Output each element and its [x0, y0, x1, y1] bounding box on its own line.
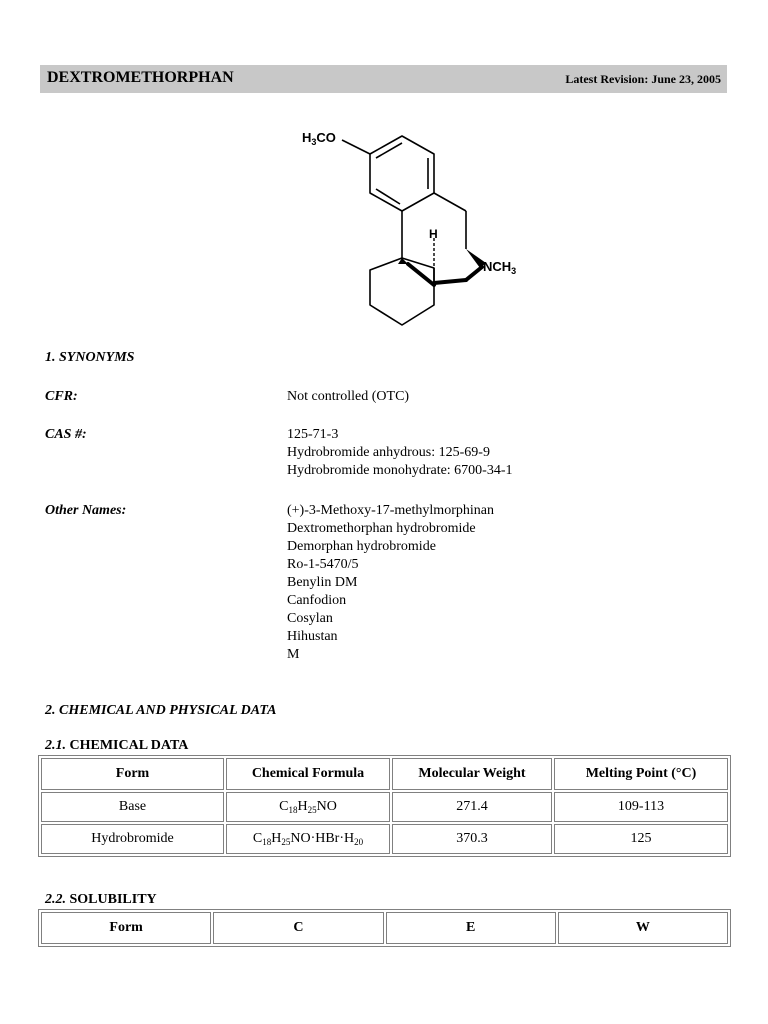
chemical-heading: 2. CHEMICAL AND PHYSICAL DATA — [45, 703, 277, 718]
molecular-weight-cell: 370.3 — [392, 824, 552, 854]
other-names-list — [287, 502, 494, 664]
subsection-number: 2.2. — [45, 892, 66, 907]
form-cell: Hydrobromide — [41, 824, 224, 854]
other-name: M — [287, 647, 300, 662]
melting-point-cell: 109-113 — [554, 792, 728, 822]
column-header: Chemical Formula — [226, 758, 390, 790]
cfr-label: CFR: — [45, 389, 78, 404]
column-header: Form — [41, 912, 211, 944]
other-names-label: Other Names: — [45, 503, 127, 518]
column-header: C — [213, 912, 383, 944]
solubility-table — [38, 909, 731, 947]
table-row — [41, 792, 728, 822]
page-title: DEXTROMETHORPHAN — [47, 69, 234, 86]
other-name: (+)-3-Methoxy-17-methylmorphinan — [287, 503, 494, 518]
column-header: E — [386, 912, 556, 944]
nmethyl-label: $NCH_3$ — [483, 259, 517, 276]
methoxy-label: $H_3CO$ — [302, 130, 336, 147]
molecular-weight-cell: 271.4 — [392, 792, 552, 822]
header-bar — [40, 65, 727, 93]
cas-value: 125-71-3 — [287, 427, 339, 442]
other-name: Ro-1-5470/5 — [287, 557, 359, 572]
other-name: Hihustan — [287, 629, 338, 644]
other-name: Dextromethorphan hydrobromide — [287, 521, 476, 536]
table-header-row — [41, 758, 728, 790]
column-header: W — [558, 912, 728, 944]
table-header-row — [41, 912, 728, 944]
other-name: Canfodion — [287, 593, 347, 608]
melting-point-cell: 125 — [554, 824, 728, 854]
chemical-data-table — [38, 755, 731, 857]
formula-cell: $C_{18}H_{25}NO\cdot HBr\cdot H_{20}$ — [226, 824, 390, 854]
cas-value: Hydrobromide anhydrous: 125-69-9 — [287, 445, 490, 460]
table-row — [41, 824, 728, 854]
cas-label: CAS #: — [45, 427, 87, 442]
column-header: Melting Point (°C) — [554, 758, 728, 790]
other-name: Benylin DM — [287, 575, 358, 590]
form-cell: Base — [41, 792, 224, 822]
subsection-number: 2.1. — [45, 738, 66, 753]
solubility-subheading — [45, 891, 157, 909]
column-header: Form — [41, 758, 224, 790]
cas-values — [287, 426, 513, 480]
column-header: Molecular Weight — [392, 758, 552, 790]
cas-value: Hydrobromide monohydrate: 6700-34-1 — [287, 463, 513, 478]
subsection-title: CHEMICAL DATA — [69, 738, 189, 753]
hydrogen-label: H — [429, 227, 438, 241]
other-name: Cosylan — [287, 611, 333, 626]
revision-date: Latest Revision: June 23, 2005 — [565, 72, 721, 86]
cfr-value: Not controlled (OTC) — [287, 389, 410, 404]
chemical-data-subheading — [45, 737, 188, 755]
other-name: Demorphan hydrobromide — [287, 539, 436, 554]
structure-diagram — [290, 120, 540, 335]
subsection-title: SOLUBILITY — [69, 892, 157, 907]
synonyms-heading: 1. SYNONYMS — [45, 350, 135, 365]
formula-cell: $C_{18}H_{25}NO$ — [226, 792, 390, 822]
